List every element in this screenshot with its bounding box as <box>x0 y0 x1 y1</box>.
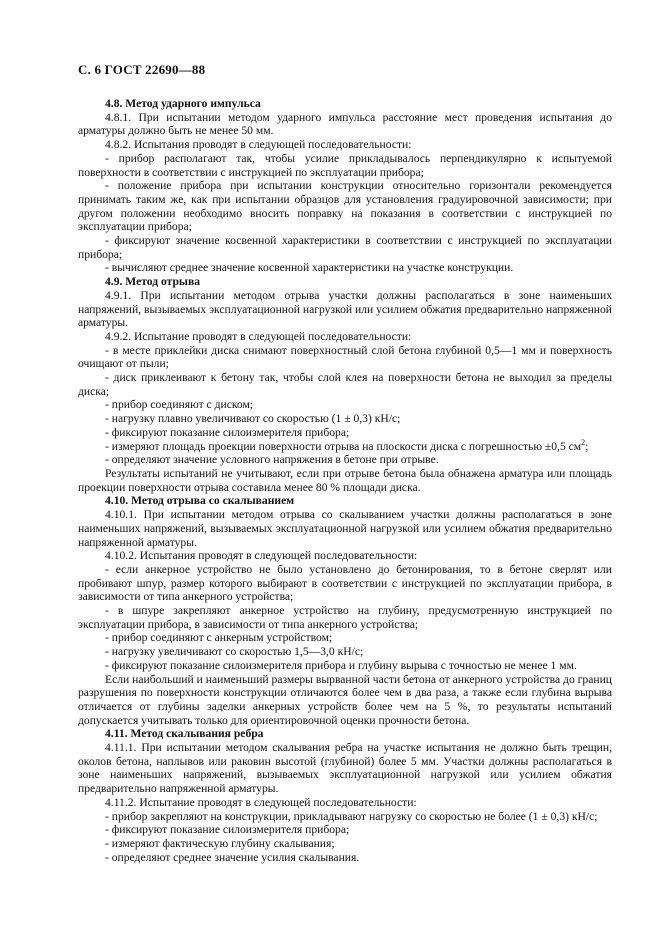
paragraph-text: - прибор располагают так, чтобы усилие прикладывалось перпендикулярно к испытуемой поверхности в соответствии с инструкцией по эксплуатации прибора; <box>78 151 612 179</box>
paragraph <box>78 437 612 454</box>
paragraph-text: Если наибольший и наименьший размеры вырванной части бетона от анкерного устройства до границ разрушения по поверхности конструкции отличаются более чем в два раза, а также если глубина вырыва отличается от глубины заделки анкерных устройств более чем на 5 %, то результаты испытаний допускается учитывать только для ориентировочной оценки прочности бетона. <box>78 672 612 727</box>
paragraph-text: - фиксируют показание силоизмерителя прибора; <box>105 425 350 439</box>
paragraph-text: 4.9.1. При испытании методом отрыва участки должны располагаться в зоне наименьших напряжений, вызываемых эксплуатационной нагрузкой или усилием обжатия предварительно напряженной арматуры. <box>78 288 612 330</box>
paragraph <box>78 412 612 426</box>
paragraph <box>78 796 612 810</box>
paragraph-text: - фиксируют значение косвенной характеристики в соответствии с инструкцией по эксплуатации прибора; <box>78 234 612 261</box>
paragraph-text: - нагрузку плавно увеличивают со скоростью (1 ± 0,3) кН/с; <box>105 412 401 426</box>
paragraph-text: - прибор соединяют с анкерным устройством; <box>105 631 333 645</box>
paragraph-text: 4.10.1. При испытании методом отрыва со скалыванием участки должны располагаться в зоне наименьших напряжений, вызываемых эксплуатационной нагрузкой или усилием обжатия предварительно напряженной арматуры. <box>78 508 612 549</box>
paragraph <box>78 467 612 494</box>
paragraph <box>78 453 612 467</box>
paragraph <box>78 398 612 412</box>
superscript: 2 <box>581 437 586 447</box>
paragraph-text: - положение прибора при испытании конструкции относительно горизонтали рекомендуется принимать таким же, как при испытании образцов для установления градуировочной зависимости; при другом положении необходимо вносить поправку на показания в соответствии с инструкцией по эксплуатации прибора; <box>78 179 612 234</box>
paragraph-text: - если анкерное устройство не было установлено до бетонирования, то в бетоне сверлят или пробивают шпур, размер которого выбирают в соответствии с инструкцией по эксплуатации прибора, в зависимости от типа анкерного устройства; <box>78 562 612 604</box>
paragraph-text: 4.8.1. При испытании методом ударного импульса расстояние мест проведения испытания до арматуры должно быть не менее 50 мм. <box>78 110 612 138</box>
section-heading <box>78 494 612 508</box>
paragraph <box>78 645 612 659</box>
section-heading <box>78 97 612 111</box>
paragraph <box>78 234 612 261</box>
paragraph <box>78 152 612 179</box>
paragraph-suffix: ; <box>585 439 589 453</box>
paragraph-text: - диск приклеивают к бетону так, чтобы слой клея на поверхности бетона не выходил за пределы диска; <box>78 371 612 398</box>
paragraph-text: - фиксируют показание силоизмерителя прибора; <box>105 823 350 837</box>
paragraph <box>78 659 612 673</box>
page-header: С. 6 ГОСТ 22690—88 <box>78 62 206 77</box>
paragraph-text: - определяют среднее значение усилия скалывания. <box>105 850 360 864</box>
paragraph <box>78 741 612 796</box>
paragraph-text: - фиксируют показание силоизмерителя прибора и глубину вырыва с точностью не менее 1 мм. <box>105 658 577 672</box>
paragraph <box>78 289 612 330</box>
paragraph <box>78 851 612 865</box>
paragraph <box>78 823 612 837</box>
paragraph-text: - измеряют фактическую глубину скалывания; <box>105 836 335 850</box>
paragraph <box>78 179 612 234</box>
paragraph <box>78 330 612 344</box>
paragraph <box>78 673 612 728</box>
paragraph <box>78 837 612 851</box>
paragraph-text: 4.10. Метод отрыва со скалыванием <box>105 494 295 508</box>
paragraph <box>78 604 612 631</box>
paragraph-text: - в месте приклейки диска снимают поверхностный слой бетона глубиной 0,5—1 мм и поверхность очищают от пыли; <box>78 343 612 371</box>
paragraph-text: 4.11.1. При испытании методом скалывания ребра на участке испытания не должно быть трещин, околов бетона, наплывов или раковин высотой (глубиной) более 5 мм. Участки должны располагаться в зоне наименьших напряжений, вызываемых эксплуатационной нагрузкой или усилием обжатия предварительно напряженной арматуры. <box>78 741 612 796</box>
paragraph-text: 4.8. Метод ударного импульса <box>105 97 261 110</box>
paragraph <box>78 426 612 440</box>
document-body <box>78 97 612 864</box>
paragraph-text: 4.8.2. Испытания проводят в следующей последовательности: <box>105 138 412 152</box>
paragraph-text: - измеряют площадь проекции поверхности отрыва на плоскости диска с погрешностью ±0,5 см <box>105 439 582 453</box>
paragraph <box>78 508 612 549</box>
paragraph-text: 4.9.2. Испытание проводят в следующей последовательности: <box>105 329 412 343</box>
paragraph <box>78 138 612 152</box>
paragraph-text: - прибор соединяют с диском; <box>105 398 254 412</box>
paragraph-text: 4.11. Метод скалывания ребра <box>105 727 264 741</box>
paragraph <box>78 563 612 604</box>
section-heading <box>78 727 612 741</box>
paragraph-text: - определяют значение условного напряжения в бетоне при отрыве. <box>105 453 439 467</box>
paragraph-text: - в шпуре закрепляют анкерное устройство на глубину, предусмотренную инструкцией по эксплуатации прибора, в зависимости от типа анкерного устройства; <box>78 604 612 631</box>
paragraph <box>78 810 612 824</box>
paragraph-text: Результаты испытаний не учитывают, если при отрыве бетона была обнажена арматура или площадь проекции поверхности отрыва составила менее 80 % площади диска. <box>78 466 612 494</box>
paragraph <box>78 344 612 371</box>
paragraph <box>78 631 612 645</box>
paragraph-text: - нагрузку увеличивают со скоростью 1,5—3,0 кН/с; <box>105 645 364 659</box>
paragraph-text: 4.11.2. Испытание проводят в следующей последовательности: <box>105 795 417 809</box>
section-heading <box>78 275 612 289</box>
paragraph <box>78 549 612 563</box>
paragraph <box>78 111 612 138</box>
paragraph-text: 4.9. Метод отрыва <box>105 275 201 289</box>
paragraph <box>78 261 612 275</box>
paragraph <box>78 371 612 398</box>
paragraph-text: - вычисляют среднее значение косвенной характеристики на участке конструкции. <box>105 261 514 275</box>
paragraph-text: - прибор закрепляют на конструкции, прикладывают нагрузку со скоростью не более (1 ± 0,3) кН/с; <box>105 809 598 823</box>
paragraph-text: 4.10.2. Испытания проводят в следующей последовательности: <box>105 549 418 563</box>
